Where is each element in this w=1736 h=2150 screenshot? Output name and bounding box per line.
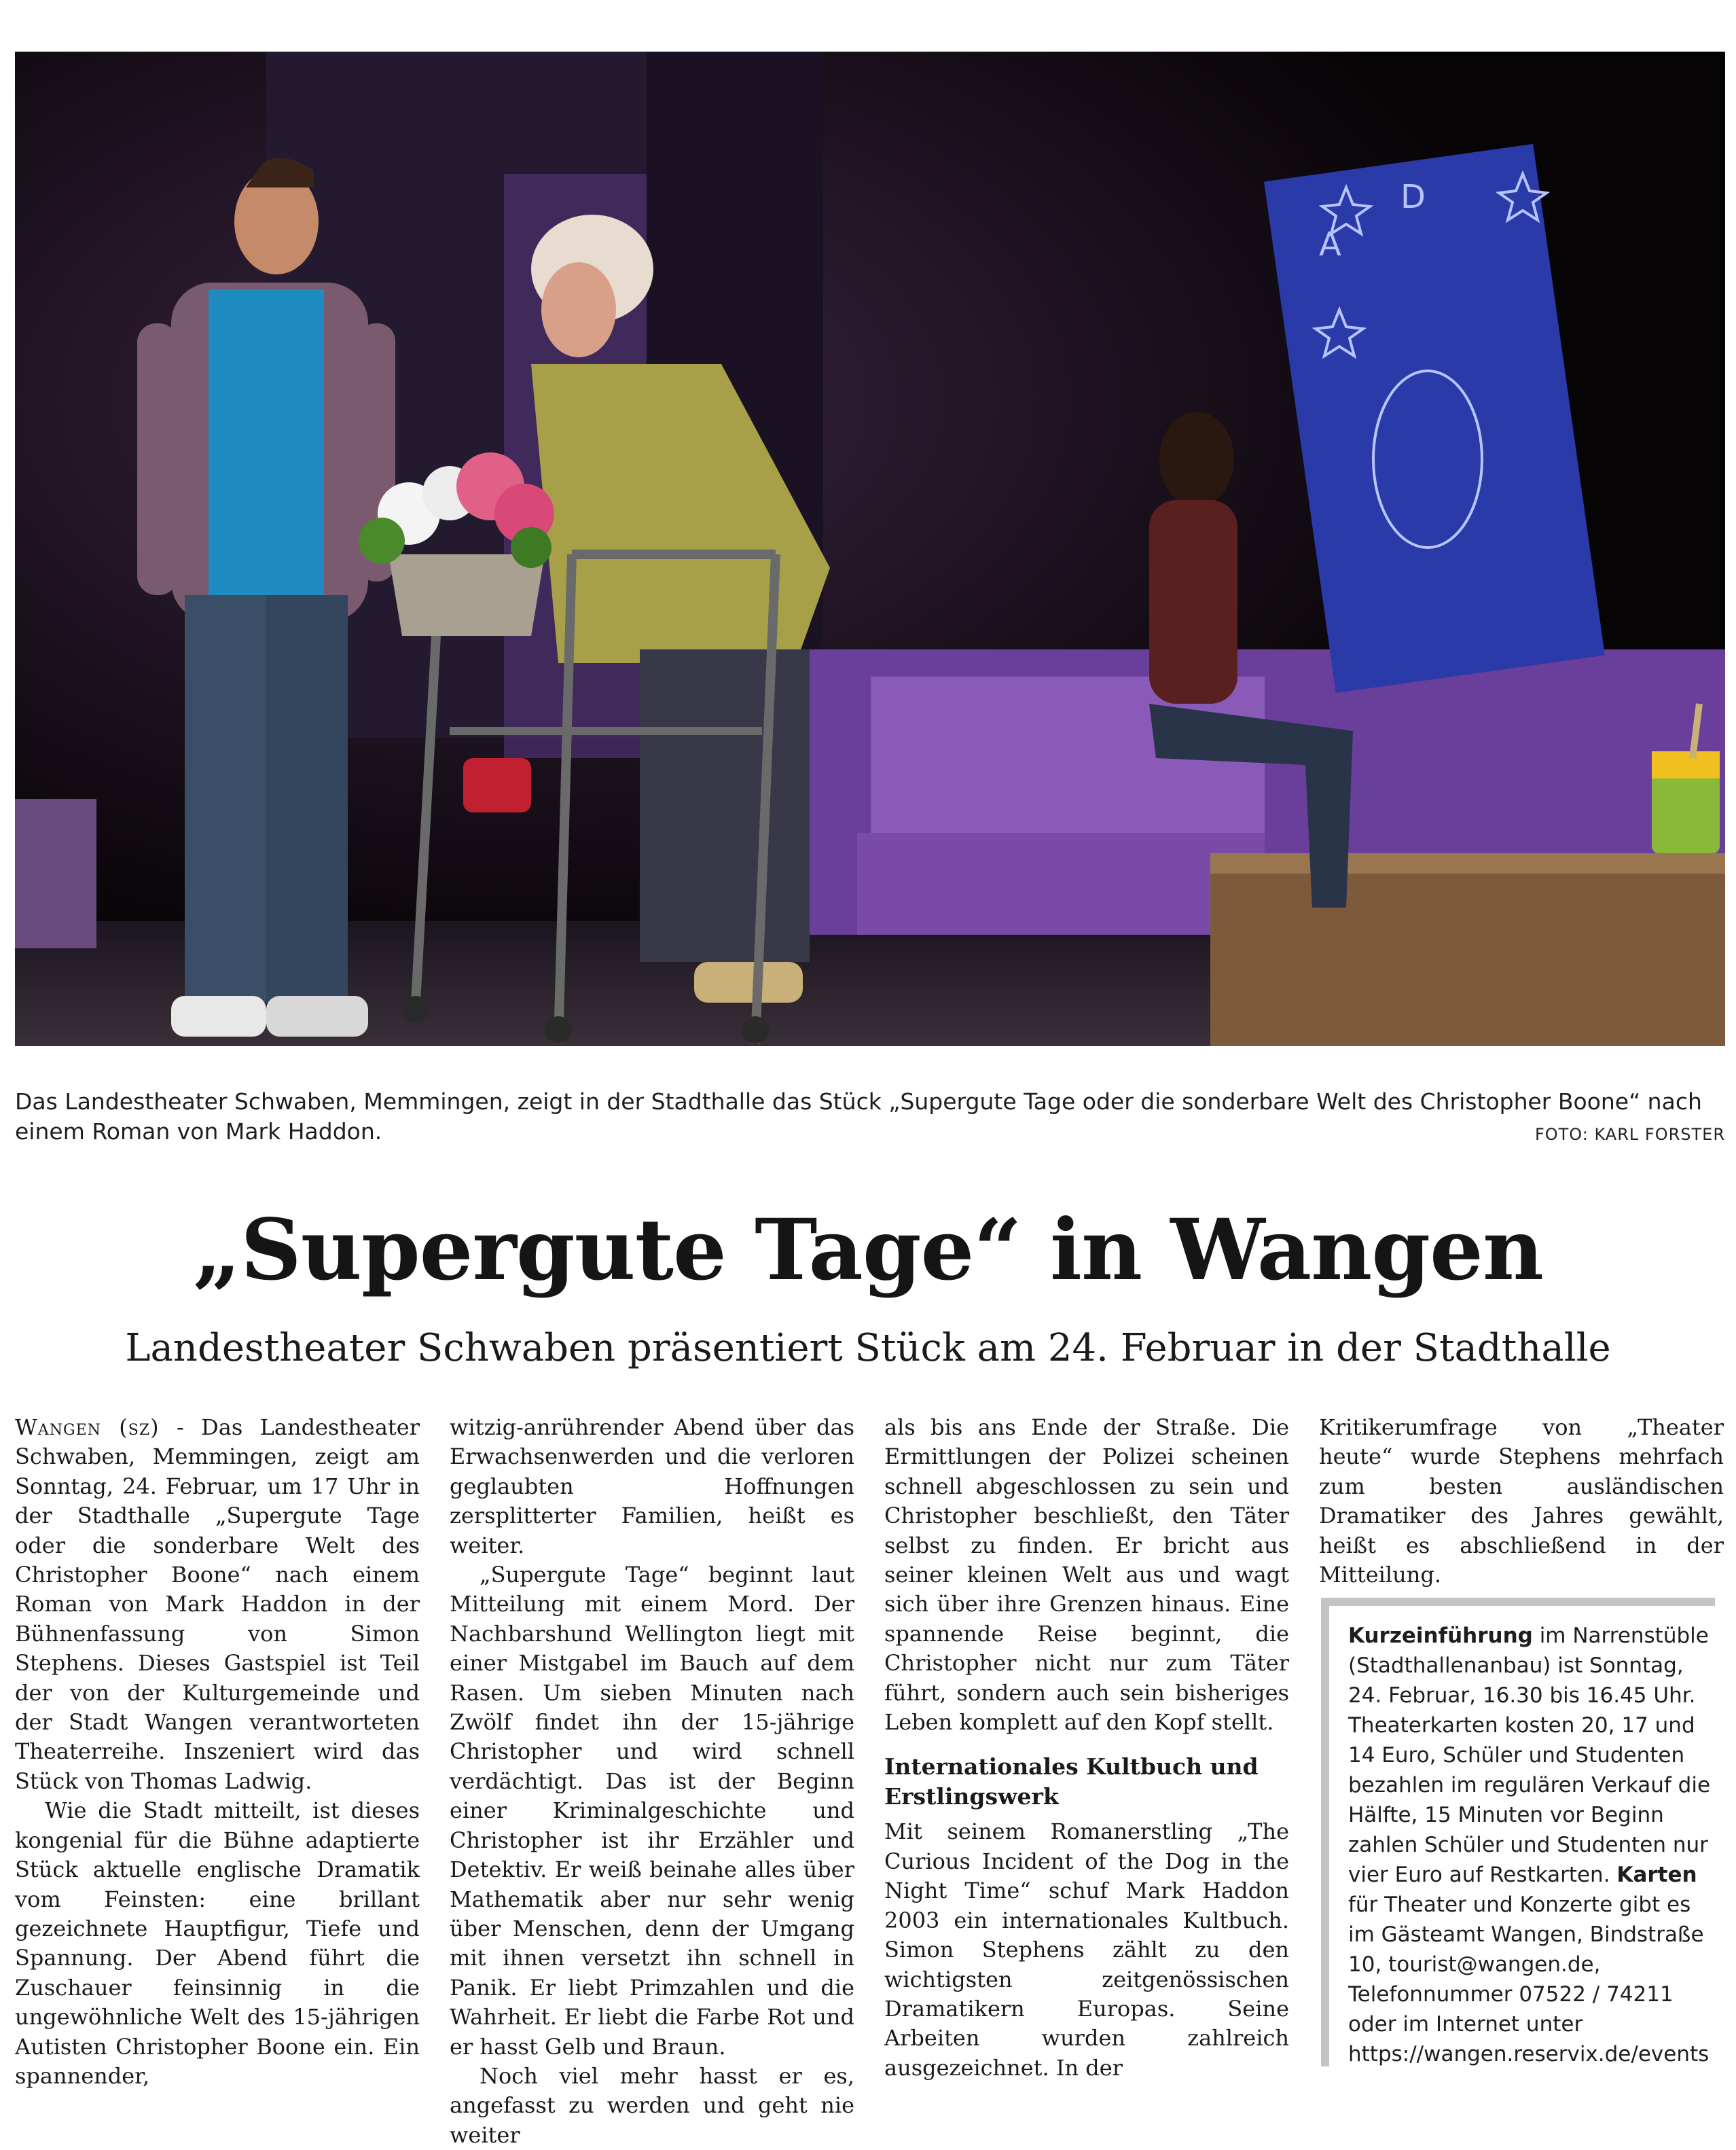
paragraph-5: Noch viel mehr hasst er es, angefasst zu werden und geht nie weiter xyxy=(450,2062,854,2148)
info-lead-kurzeinfuehrung: Kurzeinführung xyxy=(1348,1624,1533,1648)
paragraph-4: „Supergute Tage“ beginnt laut Mitteilung mit einem Mord. Der Nachbarshund Wellington liegt mit einer Mistgabel im Bauch auf dem Rasen. Um sieben Minuten nach Zwölf findet ihn der 15-jährige Christopher und wird schnell verdächtigt. Das ist der Beginn einer Kriminalgeschichte und Christopher ist ihr Erzähler und Detektiv. Er weiß beinahe alles über Mathematik aber nur sehr wenig über Menschen, denn der Umgang mit ihnen versetzt ihn schnell in Panik. Er liebt Primzahlen und die Wahrheit. Er liebt die Farbe Rot und er hasst Gelb und Braun. xyxy=(450,1562,854,2060)
paragraph-2: Wie die Stadt mitteilt, ist dieses kongenial für die Bühne adaptierte Stück aktuelle englische Dramatik vom Feinsten: eine brillant gezeichnete Hauptfigur, Tiefe und Spannung. Der Abend führt die Zuschauer feinsinnig in die ungewöhnliche Welt des 15-jährigen Autisten Christopher Boone ein. Ein spannender, xyxy=(15,1797,420,2089)
paragraph-6: als bis ans Ende der Straße. Die Ermittlungen der Polizei scheinen schnell abgeschlossen zu sein und Christopher beschließt, den Täter selbst zu finden. Er bricht aus seiner kleinen Welt aus und wagt sich über ihre Grenzen hinaus. Eine spannende Reise beginnt, die Christopher nicht nur zum Täter führt, sondern auch sein bisheriges Leben komplett auf den Kopf stellt. xyxy=(884,1414,1289,1736)
paragraph-1-text: - Das Landestheater Schwaben, Memmingen, zeigt am Sonntag, 24. Februar, um 17 Uhr in der Stadthalle „Supergute Tage oder die sonderbare Welt des Christopher Boone“ nach einem Roman von Mark Haddon in der Bühnenfassung von Simon Stephens. Dieses Gastspiel ist Teil der von der Kulturgemeinde und der Stadt Wangen verantworteten Theaterreihe. Inszeniert wird das Stück von Thomas Ladwig. xyxy=(15,1414,420,1794)
article-headline: „Supergute Tage“ in Wangen xyxy=(192,1201,1544,1300)
paragraph-8: Kritikerumfrage von „Theater heute“ wurde Stephens mehrfach zum besten ausländischen Dramatiker des Jahres gewählt, heißt es abschließend in der Mitteilung. xyxy=(1319,1414,1724,1588)
photo-caption: Das Landestheater Schwaben, Memmingen, zeigt in der Stadthalle das Stück „Supergute Tage oder die sonderbare Welt des Christopher Boone“ nach einem Roman von Mark Haddon. xyxy=(15,1088,1702,1145)
paragraph-7: Mit seinem Romanerstling „The Curious Incident of the Dog in the Night Time“ schuf Mark Haddon 2003 ein internationales Kultbuch. Simon Stephens zählt zu den wichtigsten zeitgenössischen Dramatikern Europas. Seine Arbeiten wurden zahlreich ausgezeichnet. In der xyxy=(884,1818,1289,2081)
article-column-1 xyxy=(15,1413,420,2091)
paragraph-intro xyxy=(15,1413,420,1796)
article-column-2 xyxy=(450,1413,854,2150)
stage-photo xyxy=(15,52,1725,1046)
article-column-3 xyxy=(884,1413,1289,2083)
blackboard-letter-d: D xyxy=(1400,178,1426,216)
info-text-1: im Narrenstüble (Stadthallenanbau) ist Sonntag, 24. Februar, 16.30 bis 16.45 Uhr. Theaterkarten kosten 20, 17 und 14 Euro, Schüler und Studenten bezahlen im regulären Verkauf die Hälfte, 15 Minuten vor Beginn zahlen Schüler und Studenten nur vier Euro auf Restkarten. xyxy=(1348,1624,1711,1887)
info-lead-karten: Karten xyxy=(1616,1863,1697,1887)
info-text-2: für Theater und Konzerte gibt es im Gästeamt Wangen, Bindstraße 10, tourist@wangen.de, Telefonnummer 07522 / 74211 oder im Internet unter https://wangen.reservix.de/events xyxy=(1348,1893,1710,2066)
dateline: Wangen (sz) xyxy=(15,1414,160,1440)
blackboard-letter-a: A xyxy=(1319,226,1341,264)
stage-photo-icon xyxy=(15,52,1725,1046)
paragraph-3: witzig-anrührender Abend über das Erwachsenwerden und die verloren geglaubten Hoffnungen zersplitterter Familien, heißt es weiter. xyxy=(450,1414,854,1558)
info-box xyxy=(1321,1598,1715,2066)
photo-credit: FOTO: KARL FORSTER xyxy=(1534,1125,1725,1144)
section-subheading: Internationales Kultbuch und Erstlingswerk xyxy=(884,1753,1259,1810)
article-column-4 xyxy=(1319,1413,1724,1590)
article-subheadline: Landestheater Schwaben präsentiert Stück am 24. Februar in der Stadthalle xyxy=(125,1326,1611,1370)
